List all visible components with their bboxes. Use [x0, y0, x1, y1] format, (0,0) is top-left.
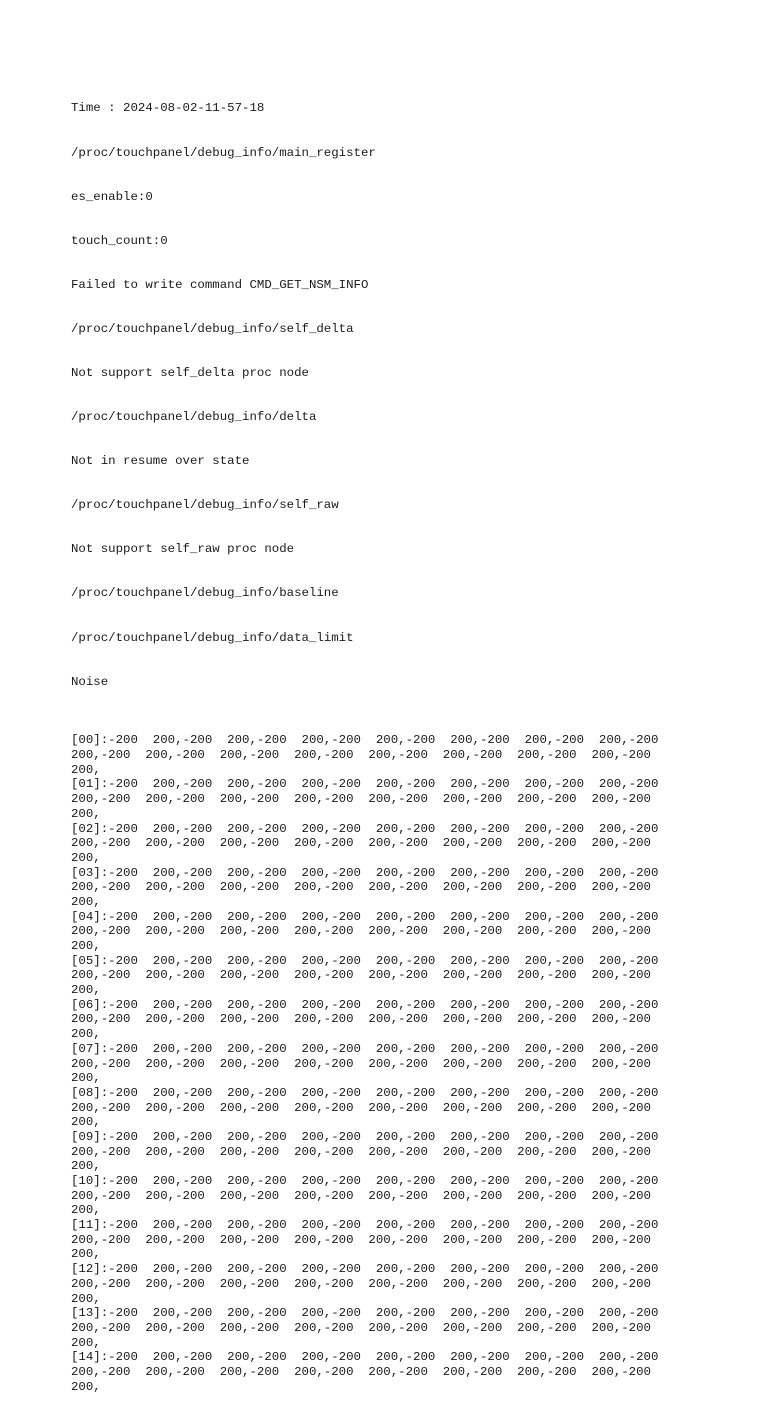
noise-row-line: 200, — [71, 983, 101, 998]
noise-row-line: 200, — [71, 850, 101, 865]
noise-row-line: 200, — [71, 939, 101, 954]
noise-row-line: [07]:-200 200,-200 200,-200 200,-200 200,-200 200,-200 200,-200 200,-200 — [71, 1041, 659, 1056]
self-delta-status: Not support self_delta proc node — [71, 365, 309, 380]
noise-row — [71, 1042, 761, 1086]
noise-row-line: 200, — [71, 1115, 101, 1130]
noise-row — [71, 998, 761, 1042]
noise-row-line: 200,-200 200,-200 200,-200 200,-200 200,-200 200,-200 200,-200 200,-200 — [71, 836, 651, 851]
noise-row — [71, 822, 761, 866]
noise-row — [71, 733, 761, 777]
noise-row-line: 200,-200 200,-200 200,-200 200,-200 200,-200 200,-200 200,-200 200,-200 — [71, 1100, 651, 1115]
touch-count-line: touch_count:0 — [71, 233, 168, 248]
noise-row-line: [08]:-200 200,-200 200,-200 200,-200 200,-200 200,-200 200,-200 200,-200 — [71, 1085, 659, 1100]
noise-row-line: 200, — [71, 1159, 101, 1174]
es-enable-line: es_enable:0 — [71, 189, 153, 204]
noise-heading: Noise — [71, 674, 109, 689]
noise-row-line: [04]:-200 200,-200 200,-200 200,-200 200,-200 200,-200 200,-200 200,-200 — [71, 909, 659, 924]
noise-row-line: 200, — [71, 1335, 101, 1350]
noise-row-line: 200, — [71, 762, 101, 777]
data-limit-path: /proc/touchpanel/debug_info/data_limit — [71, 630, 354, 645]
error-message-line: Failed to write command CMD_GET_NSM_INFO — [71, 277, 369, 292]
noise-row-line: 200,-200 200,-200 200,-200 200,-200 200,-200 200,-200 200,-200 200,-200 — [71, 1056, 651, 1071]
noise-row — [71, 910, 761, 954]
log-document — [71, 72, 761, 1409]
self-delta-path: /proc/touchpanel/debug_info/self_delta — [71, 321, 354, 336]
noise-row-line: 200,-200 200,-200 200,-200 200,-200 200,-200 200,-200 200,-200 200,-200 — [71, 1232, 651, 1247]
noise-row — [71, 866, 761, 910]
noise-row-line: 200,-200 200,-200 200,-200 200,-200 200,-200 200,-200 200,-200 200,-200 — [71, 1144, 651, 1159]
noise-row-line: [05]:-200 200,-200 200,-200 200,-200 200,-200 200,-200 200,-200 200,-200 — [71, 953, 659, 968]
noise-table — [71, 733, 761, 1394]
noise-row-line: [13]:-200 200,-200 200,-200 200,-200 200,-200 200,-200 200,-200 200,-200 — [71, 1306, 659, 1321]
noise-row — [71, 954, 761, 998]
self-raw-status: Not support self_raw proc node — [71, 542, 295, 557]
noise-row — [71, 1350, 761, 1394]
noise-row — [71, 777, 761, 821]
noise-row-line: 200, — [71, 1291, 101, 1306]
noise-row-line: [02]:-200 200,-200 200,-200 200,-200 200,-200 200,-200 200,-200 200,-200 — [71, 821, 659, 836]
noise-row-line: 200,-200 200,-200 200,-200 200,-200 200,-200 200,-200 200,-200 200,-200 — [71, 1012, 651, 1027]
noise-row — [71, 1174, 761, 1218]
noise-row-line: [03]:-200 200,-200 200,-200 200,-200 200,-200 200,-200 200,-200 200,-200 — [71, 865, 659, 880]
noise-row-line: 200,-200 200,-200 200,-200 200,-200 200,-200 200,-200 200,-200 200,-200 — [71, 748, 651, 763]
noise-row-line: 200,-200 200,-200 200,-200 200,-200 200,-200 200,-200 200,-200 200,-200 — [71, 792, 651, 807]
baseline-path: /proc/touchpanel/debug_info/baseline — [71, 586, 339, 601]
noise-row-line: 200, — [71, 1247, 101, 1262]
noise-row-line: 200, — [71, 806, 101, 821]
delta-path: /proc/touchpanel/debug_info/delta — [71, 410, 317, 425]
noise-row-line: 200,-200 200,-200 200,-200 200,-200 200,-200 200,-200 200,-200 200,-200 — [71, 1188, 651, 1203]
delta-status: Not in resume over state — [71, 454, 250, 469]
noise-row-line: 200, — [71, 1071, 101, 1086]
noise-row-line: [00]:-200 200,-200 200,-200 200,-200 200,-200 200,-200 200,-200 200,-200 — [71, 733, 659, 748]
noise-row-line: 200,-200 200,-200 200,-200 200,-200 200,-200 200,-200 200,-200 200,-200 — [71, 1364, 651, 1379]
noise-row — [71, 1218, 761, 1262]
noise-row-line: [10]:-200 200,-200 200,-200 200,-200 200,-200 200,-200 200,-200 200,-200 — [71, 1174, 659, 1189]
noise-row — [71, 1130, 761, 1174]
noise-row-line: [11]:-200 200,-200 200,-200 200,-200 200,-200 200,-200 200,-200 200,-200 — [71, 1218, 659, 1233]
timestamp-line: Time : 2024-08-02-11-57-18 — [71, 101, 265, 116]
noise-row-line: [14]:-200 200,-200 200,-200 200,-200 200,-200 200,-200 200,-200 200,-200 — [71, 1350, 659, 1365]
noise-row-line: [01]:-200 200,-200 200,-200 200,-200 200,-200 200,-200 200,-200 200,-200 — [71, 777, 659, 792]
noise-row — [71, 1262, 761, 1306]
noise-row-line: [12]:-200 200,-200 200,-200 200,-200 200,-200 200,-200 200,-200 200,-200 — [71, 1262, 659, 1277]
noise-row-line: 200,-200 200,-200 200,-200 200,-200 200,-200 200,-200 200,-200 200,-200 — [71, 1320, 651, 1335]
noise-row — [71, 1086, 761, 1130]
noise-row-line: 200,-200 200,-200 200,-200 200,-200 200,-200 200,-200 200,-200 200,-200 — [71, 880, 651, 895]
noise-row-line: 200,-200 200,-200 200,-200 200,-200 200,-200 200,-200 200,-200 200,-200 — [71, 968, 651, 983]
main-register-path: /proc/touchpanel/debug_info/main_register — [71, 145, 376, 160]
noise-row-line: 200, — [71, 1379, 101, 1394]
noise-row-line: 200,-200 200,-200 200,-200 200,-200 200,-200 200,-200 200,-200 200,-200 — [71, 924, 651, 939]
noise-row-line: [09]:-200 200,-200 200,-200 200,-200 200,-200 200,-200 200,-200 200,-200 — [71, 1129, 659, 1144]
noise-row-line: 200,-200 200,-200 200,-200 200,-200 200,-200 200,-200 200,-200 200,-200 — [71, 1276, 651, 1291]
noise-row — [71, 1306, 761, 1350]
noise-row-line: [06]:-200 200,-200 200,-200 200,-200 200,-200 200,-200 200,-200 200,-200 — [71, 997, 659, 1012]
noise-row-line: 200, — [71, 894, 101, 909]
self-raw-path: /proc/touchpanel/debug_info/self_raw — [71, 498, 339, 513]
noise-row-line: 200, — [71, 1027, 101, 1042]
noise-row-line: 200, — [71, 1203, 101, 1218]
